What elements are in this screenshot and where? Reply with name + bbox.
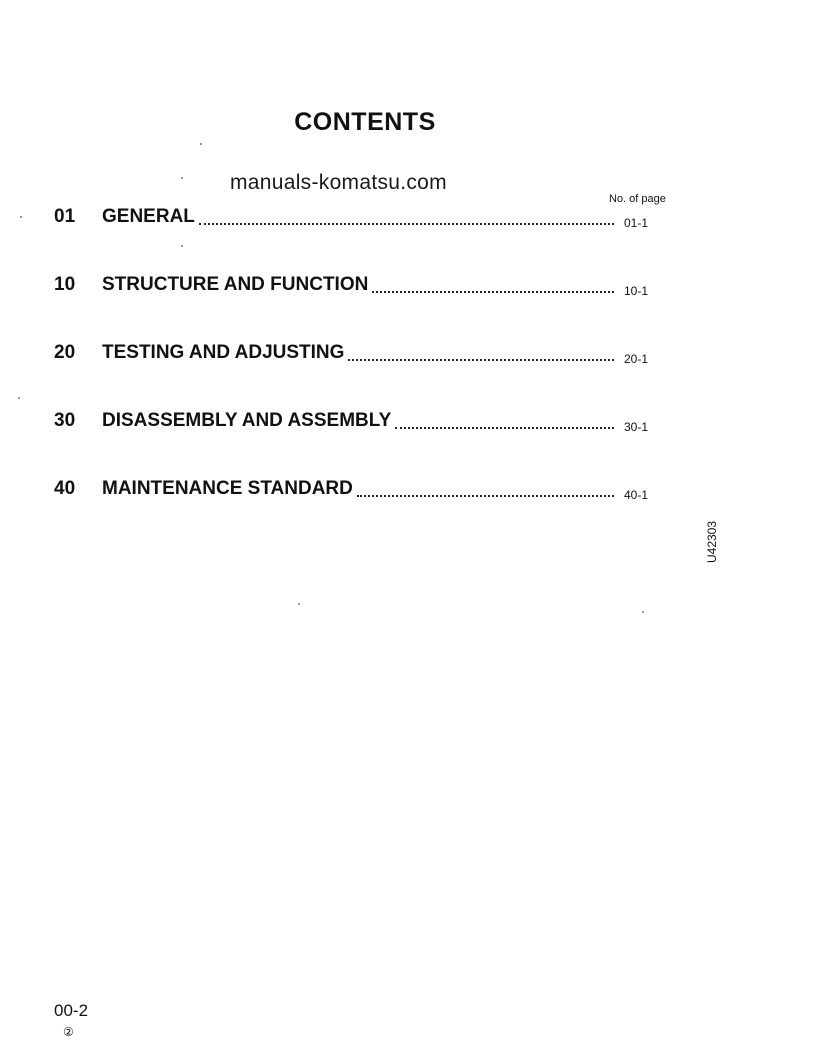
scan-speck [181, 177, 183, 179]
toc-page-number: 10-1 [624, 284, 649, 298]
toc-page-number: 30-1 [624, 420, 649, 434]
toc-dot-leader [395, 423, 614, 429]
scan-speck [20, 216, 22, 218]
toc-row-general [54, 202, 658, 228]
scan-speck [200, 143, 202, 145]
document-code-text: U42303 [704, 520, 719, 564]
toc-section-number: 30 [54, 410, 76, 431]
footer-revision-mark: ② [63, 1025, 74, 1039]
page-title: CONTENTS [294, 108, 436, 136]
watermark-text: manuals-komatsu.com [230, 171, 447, 194]
toc-section-number: 10 [54, 274, 76, 295]
toc-section-title: TESTING AND ADJUSTING [102, 342, 345, 363]
page-column-header: No. of page [609, 193, 666, 205]
toc-page-number: 40-1 [624, 488, 649, 502]
toc-dot-leader [372, 287, 614, 293]
toc-row-disassembly-and-assembly [54, 406, 658, 432]
toc-page-number: 01-1 [624, 216, 649, 230]
toc-section-title: GENERAL [102, 206, 195, 227]
toc-section-title: STRUCTURE AND FUNCTION [102, 274, 369, 295]
toc-dot-leader [348, 355, 614, 361]
toc-dot-leader [199, 219, 614, 225]
scan-speck [642, 611, 644, 613]
toc-section-number: 01 [54, 206, 76, 227]
toc-section-title: MAINTENANCE STANDARD [102, 478, 353, 499]
toc-section-number: 20 [54, 342, 76, 363]
toc-row-testing-and-adjusting [54, 338, 658, 364]
scan-speck [18, 397, 20, 399]
scan-speck [181, 245, 183, 247]
vertical-document-code [682, 512, 742, 572]
toc-row-maintenance-standard [54, 474, 658, 500]
toc-section-title: DISASSEMBLY AND ASSEMBLY [102, 410, 392, 431]
toc-section-number: 40 [54, 478, 76, 499]
scan-speck [298, 603, 300, 605]
toc-row-structure-and-function [54, 270, 658, 296]
toc-page-number: 20-1 [624, 352, 649, 366]
toc-dot-leader [357, 491, 614, 497]
footer-page-number: 00-2 [54, 1001, 89, 1020]
